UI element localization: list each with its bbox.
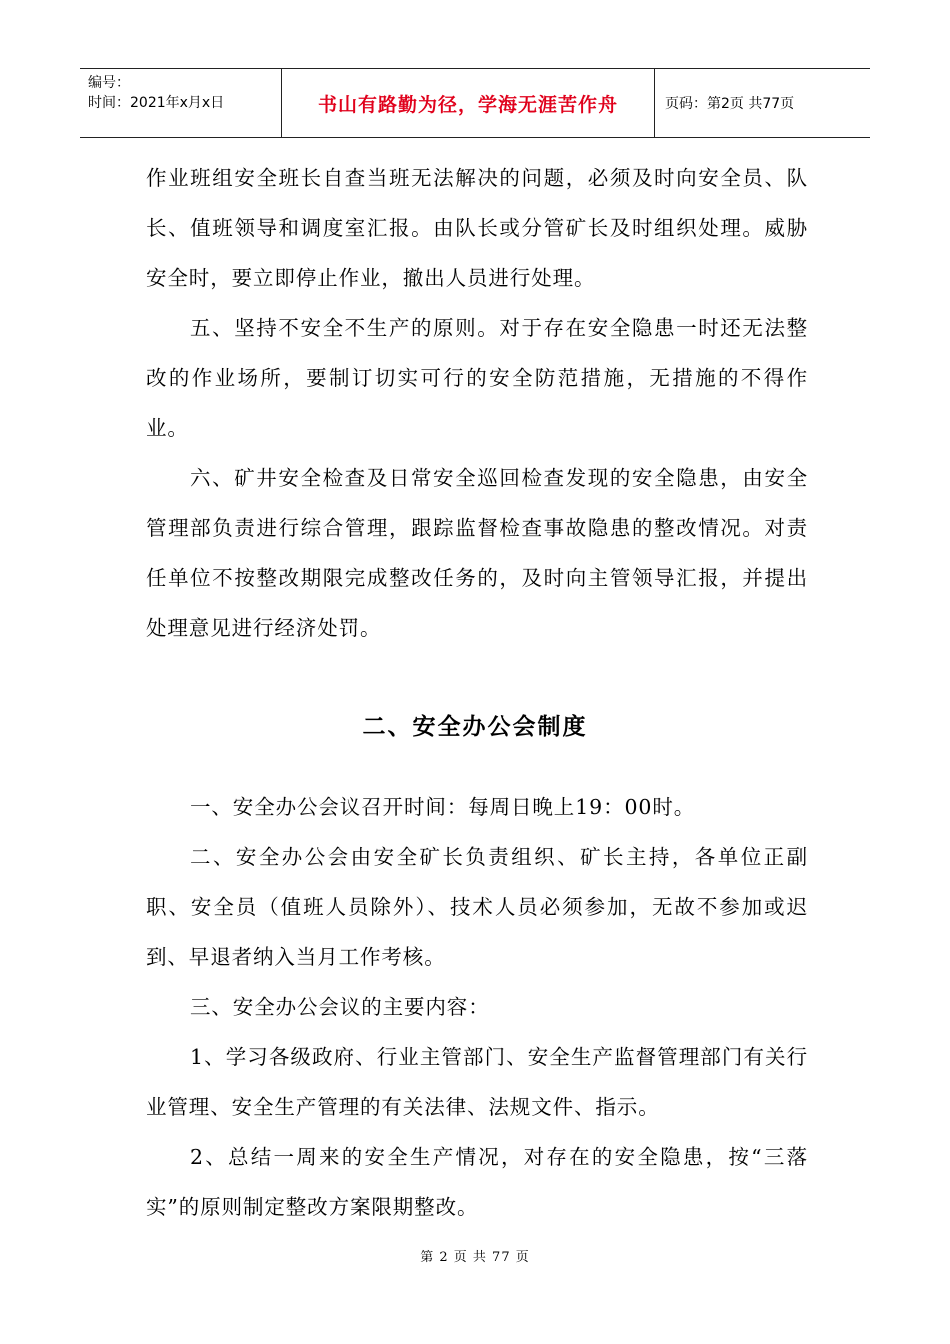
time-label: 时间：2021年x月x日 xyxy=(88,95,225,111)
page-header xyxy=(80,68,870,138)
body-text-top xyxy=(146,153,808,653)
body-text-bottom xyxy=(146,782,808,1232)
paragraph-5: 二、安全办公会由安全矿长负责组织、矿长主持，各单位正副职、安全员（值班人员除外）、技术人员必须参加，无故不参加或迟到、早退者纳入当月工作考核。 xyxy=(146,845,808,969)
paragraph-1: 作业班组安全班长自查当班无法解决的问题，必须及时向安全员、队长、值班领导和调度室汇报。由队长或分管矿长及时组织处理。威胁安全时，要立即停止作业，撤出人员进行处理。 xyxy=(146,166,808,290)
section-title: 二、安全办公会制度 xyxy=(362,714,588,740)
paragraph-4: 一、安全办公会议召开时间：每周日晚上19：00时。 xyxy=(190,795,696,819)
header-meta xyxy=(80,69,282,137)
paragraph-2: 五、坚持不安全不生产的原则。对于存在安全隐患一时还无法整改的作业场所，要制订切实可行的安全防范措施，无措施的不得作业。 xyxy=(146,316,808,440)
header-motto: 书山有路勤为径，学海无涯苦作舟 xyxy=(282,69,655,137)
number-label: 编号： xyxy=(88,75,130,91)
paragraph-6: 三、安全办公会议的主要内容： xyxy=(190,995,490,1019)
page-footer: 第 2 页 共 77 页 xyxy=(420,1250,530,1265)
header-page-info: 页码：第2页 共77页 xyxy=(665,96,795,112)
paragraph-7: 1、学习各级政府、行业主管部门、安全生产监督管理部门有关行业管理、安全生产管理的有关法律、法规文件、指示。 xyxy=(146,1045,808,1119)
paragraph-3: 六、矿井安全检查及日常安全巡回检查发现的安全隐患，由安全管理部负责进行综合管理，跟踪监督检查事故隐患的整改情况。对责任单位不按整改期限完成整改任务的，及时向主管领导汇报，并提出处理意见进行经济处罚。 xyxy=(146,466,808,640)
paragraph-8: 2、总结一周来的安全生产情况，对存在的安全隐患，按“三落实”的原则制定整改方案限期整改。 xyxy=(146,1145,808,1219)
